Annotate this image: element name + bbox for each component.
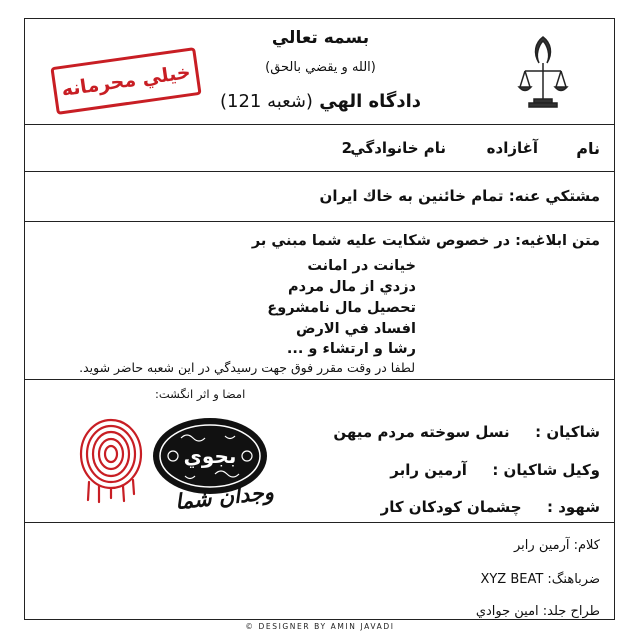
header-section [25,19,614,125]
defendant-row [25,172,614,222]
name-label: نام [576,139,600,158]
notice-item: تحصيل مال نامشروع [267,300,416,316]
credit-beat: ضرباهنگ: XYZ BEAT [480,572,600,587]
plaintiffs-line [333,422,600,441]
plaintiffs-value: نسل سوخته مردم ميهن [333,423,510,441]
witness-label: شهود : [547,498,600,516]
iran-emblem-icon [517,33,569,115]
notice-note: لطفا در وقت مقرر فوق جهت رسيدگي در اين شعبه حاضر شويد. [79,360,415,375]
stamp-text: خيلي محرمانه [60,61,192,101]
court-name: دادگاه الهي [319,91,422,112]
lawyer-line [390,460,600,479]
witness-value: چشمان كودكان كار [380,498,522,516]
surname-value: 2 [341,139,352,157]
credits-section [25,523,614,621]
notice-item: خيانت در امانت [307,258,416,274]
seal-text: بجوي [183,444,237,468]
surname-label: نام خانوادگي [350,139,446,157]
signature: وجدان شما [173,478,275,515]
notice-item: افساد في الارض [296,321,416,337]
basmala-subtitle: (الله و يقضي بالحق) [265,60,376,75]
notice-section [25,222,614,380]
signature-label: امضا و اثر انگشت: [155,387,246,401]
credit-cover-designer: طراح جلد: امين جوادي [475,604,600,619]
first-name-value: آغازاده [486,139,538,157]
notice-item: دزدي از مال مردم [287,279,416,295]
fingerprint-icon [75,416,147,504]
identity-row [25,125,614,172]
witness-line [381,497,600,516]
defendant-text: مشتكي عنه: تمام خائنين به خاك ايران [319,187,600,205]
court-summons-form [24,18,615,620]
lawyer-value: آرمين رابر [390,461,467,479]
notice-intro: متن ابلاغيه: در خصوص شكايت عليه شما مبني بر [251,233,600,249]
basmala-heading: بسمه تعالي [271,28,370,48]
parties-section [25,380,614,523]
credit-lyrics: كلام: آرمين رابر [514,538,600,553]
lawyer-label: وكيل شاكيان : [492,461,600,479]
court-branch: (شعبه 121) [219,91,313,112]
designer-footer: © DESIGNER BY AMIN JAVADI [245,622,395,631]
notice-item: رشا و ارتشاء و ... [286,341,416,357]
plaintiffs-label: شاكيان : [535,423,600,441]
